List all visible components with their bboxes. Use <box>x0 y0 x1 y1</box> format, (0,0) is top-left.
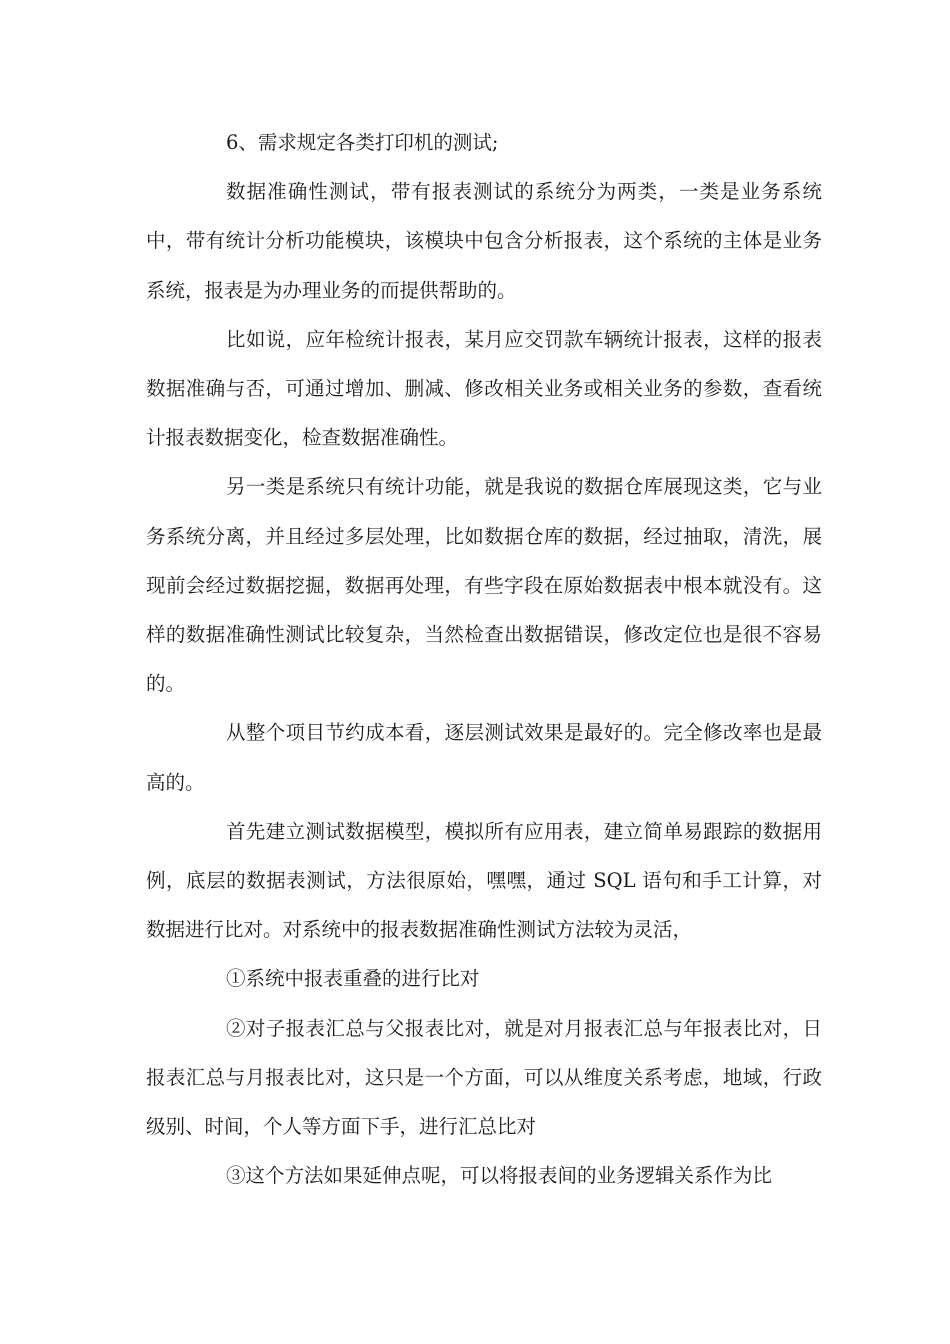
list-item-2: ②对子报表汇总与父报表比对，就是对月报表汇总与年报表比对，日报表汇总与月报表比对，这只是一个方面，可以从维度关系考虑，地域，行政级别、时间，个人等方面下手，进行汇总比对 <box>146 1016 822 1139</box>
paragraph-data-warehouse: 另一类是系统只有统计功能，就是我说的数据仓库展现这类，它与业务系统分离，并且经过多层处理，比如数据仓库的数据，经过抽取，清洗，展现前会经过数据挖掘，数据再处理，有些字段在原始数据表中根本就没有。这样的数据准确性测试比较复杂，当然检查出数据错误，修改定位也是很不容易的。 <box>146 475 822 696</box>
paragraph-cost: 从整个项目节约成本看，逐层测试效果是最好的。完全修改率也是最高的。 <box>146 721 822 794</box>
list-item-3: ③这个方法如果延伸点呢，可以将报表间的业务逻辑关系作为比 <box>226 1164 773 1188</box>
paragraph-test-model: 首先建立测试数据模型，模拟所有应用表，建立简单易跟踪的数据用例，底层的数据表测试，方法很原始，嘿嘿，通过 SQL 语句和手工计算，对数据进行比对。对系统中的报表数据准确性测试方法较为灵活， <box>146 819 822 942</box>
paragraph-data-accuracy-intro: 数据准确性测试，带有报表测试的系统分为两类，一类是业务系统中，带有统计分析功能模块，该模块中包含分析报表，这个系统的主体是业务系统，报表是为办理业务的而提供帮助的。 <box>146 180 822 302</box>
document-body <box>146 118 822 1200</box>
list-item-1: ①系统中报表重叠的进行比对 <box>226 967 480 991</box>
paragraph-example: 比如说，应年检统计报表，某月应交罚款车辆统计报表，这样的报表数据准确与否，可通过增加、删减、修改相关业务或相关业务的参数，查看统计报表数据变化，检查数据准确性。 <box>146 327 822 450</box>
paragraph-printer-test: 6、需求规定各类打印机的测试; <box>226 131 499 154</box>
